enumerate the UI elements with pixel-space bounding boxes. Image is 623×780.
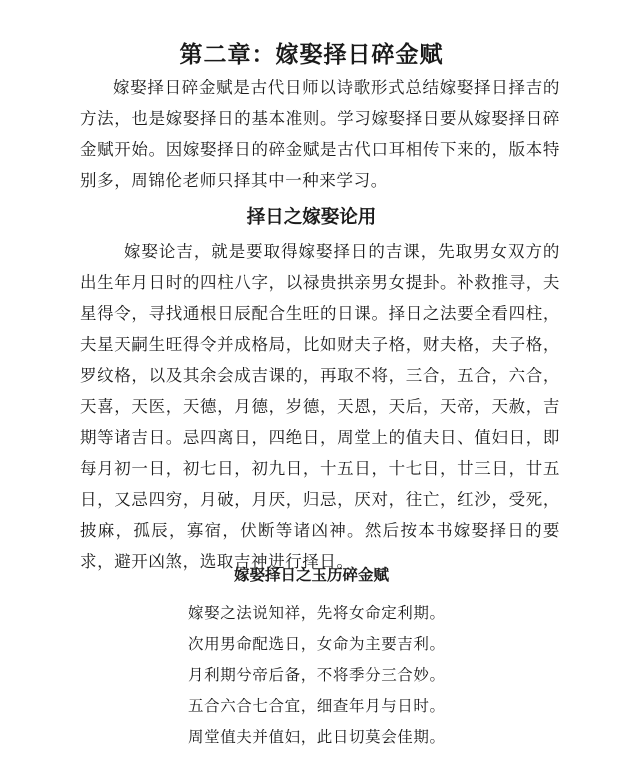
verse-list xyxy=(188,598,446,753)
verse-line: 嫁娶之法说知祥，先将女命定利期。 xyxy=(188,604,446,622)
section-heading: 择日之嫁娶论用 xyxy=(246,207,377,228)
intro-paragraph: 嫁娶择日碎金赋是古代日师以诗歌形式总结嫁娶择日择吉的方法，也是嫁娶择日的基本准则。学习嫁娶择日要从嫁娶择日碎金赋开始。因嫁娶择日的碎金赋是古代口耳相传下来的，版本特别多，周锦伦老师只择其中一种来学习。 xyxy=(80,78,560,190)
verse-line: 周堂值夫并值妇，此日切莫会佳期。 xyxy=(188,728,446,746)
sub-heading: 嫁娶择日之玉历碎金赋 xyxy=(233,566,389,584)
section-paragraph: 嫁娶论吉，就是要取得嫁娶择日的吉课，先取男女双方的出生年月日时的四柱八字，以禄贵拱亲男女提卦。补救推寻，夫星得令，寻找通根日辰配合生旺的日课。择日之法要全看四柱，夫星天嗣生旺得令并成格局，比如财夫子格，财夫格，夫子格，罗纹格，以及其余会成吉课的，再取不将，三合，五合，六合，天喜，天医，天德，月德，岁德，天恩，天后，天帝，天赦，吉期等诸吉日。忌四离日，四绝日，周堂上的值夫日、值妇日，即每月初一日，初七日，初九日，十五日，十七日，廿三日，廿五日，又忌四穷，月破，月厌，归忌，厌对，往亡，红沙，受死，披麻，孤辰，寡宿，伏断等诸凶神。然后按本书嫁娶择日的要求，避开凶煞，选取吉神进行择日。 xyxy=(80,242,560,571)
verse-line: 月利期兮帝后备，不将季分三合妙。 xyxy=(188,666,446,684)
verse-line: 次用男命配选日，女命为主要吉利。 xyxy=(188,635,446,653)
verse-line: 五合六合七合宜，细查年月与日时。 xyxy=(188,697,446,715)
chapter-title: 第二章：嫁娶择日碎金赋 xyxy=(179,42,444,68)
